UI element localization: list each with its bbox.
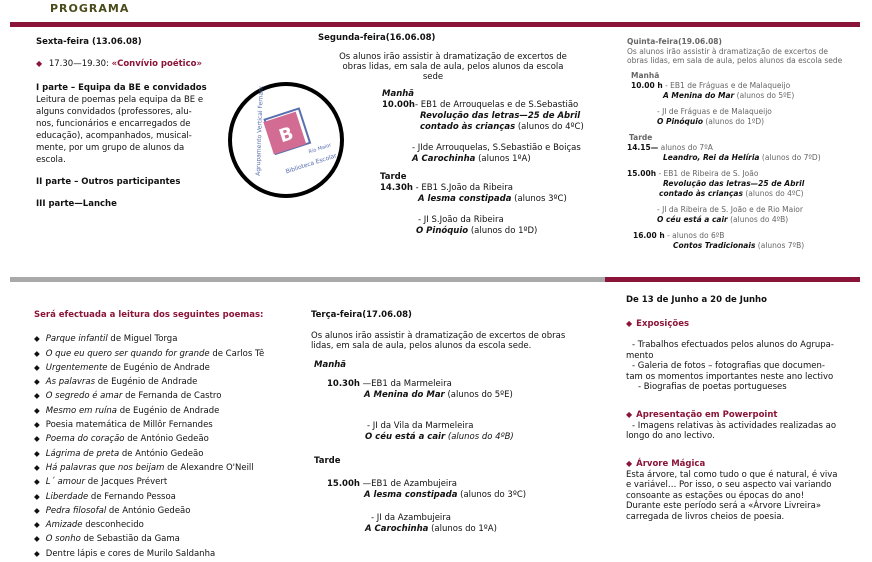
poem-author: desconhecido [82, 520, 144, 531]
event-class: (alunos do 1ºD) [470, 226, 538, 236]
poem-title: Há palavras que nos beijam [45, 462, 165, 473]
event-school: - JI S.João da Ribeira [418, 215, 504, 225]
poem-item [34, 332, 304, 346]
thursday-manha: Manhã [631, 71, 660, 80]
text-line: Os alunos irão assistir à dramatização de excertos de obras [311, 331, 566, 341]
text-line: - Imagens relativas às actividades realizadas ao [632, 420, 837, 431]
logo-text-bottom: Biblioteca Escolar [284, 152, 338, 176]
friday-title: Sexta-feira (13.06.08) [36, 37, 142, 47]
poem-item [34, 504, 304, 518]
logo-letter: B [276, 123, 297, 148]
bullet-icon: ◆ [34, 548, 40, 558]
event-school: - JIde Arrouquelas, S.Sebastião e Boiças [412, 143, 581, 153]
event-school: —EB1 da Marmeleira [362, 379, 452, 389]
poem-item [34, 404, 304, 418]
event-class: (alunos do 1ºA) [431, 524, 497, 534]
event-title: O céu está a cair [657, 215, 728, 224]
poem-item [34, 418, 304, 432]
event-title: A Carochinha [412, 154, 476, 164]
event-class: (alunos do 7ºD) [761, 153, 821, 162]
text-line: e variável… Por isso, o seu aspecto vai variando [626, 480, 832, 490]
event-school: - JI da Ribeira de S. João e de Rio Maior [657, 205, 803, 214]
poem-list [34, 332, 304, 561]
text-line: nos, funcionários e encarregados de [36, 119, 191, 129]
event-school: - EB1 S.João da Ribeira [415, 183, 513, 193]
poems-section [34, 309, 304, 561]
poem-item [34, 347, 304, 361]
poem-title: Poema do coração [45, 434, 125, 445]
poems-title: Será efectuada a leitura dos seguintes poemas: [34, 310, 264, 320]
poem-author: de António Gedeão [124, 434, 209, 445]
text-line: Esta árvore, tal como tudo o que é natural, é viva [626, 469, 838, 480]
friday-event-name: «Convívio poético» [111, 59, 202, 69]
poem-title: O sonho [45, 534, 81, 545]
event-time: 14.30h [380, 183, 413, 193]
text-line: - Galeria de fotos – fotografias que documen- [632, 361, 825, 371]
friday-part1-text [36, 94, 226, 166]
monday-tarde: Tarde [380, 172, 407, 182]
poem-author: de Fernanda de Castro [122, 391, 222, 402]
top-divider [10, 22, 860, 27]
logo-text-inner: Rio Maior [308, 142, 333, 156]
week-section [626, 294, 866, 522]
poem-item [34, 432, 304, 446]
text-line: consoante as estações ou épocas do ano! [626, 490, 805, 501]
event-class: (alunos 1ºA) [478, 154, 531, 164]
event-class: (alunos do 4ºB) [730, 215, 789, 224]
monday-manha: Manhã [382, 89, 415, 99]
event-class: alunos do 7ºA [660, 143, 713, 152]
event-time: 14.15— [627, 143, 659, 152]
text-line: obras lidas, em sala de aula, pelos alunos da escola [342, 62, 564, 72]
event-title: A Menina do Mar [364, 390, 445, 400]
poem-author: de Fernando Pessoa [88, 491, 176, 502]
event-class: (alunos 3ºC) [514, 194, 567, 204]
monday-title: Segunda-feira(16.06.08) [318, 33, 436, 43]
poem-item [34, 532, 304, 546]
event-school: - JI da Vila da Marmeleira [367, 421, 474, 431]
arvore-title: Árvore Mágica [636, 458, 706, 469]
event-time: 10.30h [327, 379, 360, 389]
diamond-icon: ◆ [626, 319, 633, 328]
poem-author: de Sebastião da Gama [80, 534, 180, 545]
event-title: contado às crianças [659, 189, 743, 198]
bullet-icon: ◆ [34, 505, 40, 515]
event-class: - alunos do 6ºB [667, 231, 725, 240]
poem-author: de Miguel Torga [107, 334, 178, 345]
text-line: Os alunos irão assistir à dramatização de excertos de [339, 52, 567, 62]
poem-author: Poesia matemática de Millôr Fernandes [45, 420, 213, 431]
event-class: (alunos do 1ºD) [705, 117, 765, 126]
poem-title: O segredo é amar [45, 391, 123, 402]
poem-author: de Carlos Tê [209, 348, 265, 359]
event-title: A lesma constipada [418, 194, 512, 204]
bullet-icon: ◆ [34, 348, 40, 358]
text-line: tam os momentos importantes neste ano lectivo [626, 371, 834, 382]
poem-title: Lágrima de preta [45, 448, 120, 459]
friday-event-time: 17.30—19.30: [48, 59, 109, 69]
text-line: carregada de livros cheios de poesia. [626, 511, 785, 522]
event-time: 15.00h [627, 169, 657, 178]
poem-title: Urgentemente [45, 362, 108, 373]
event-school: - JI de Fráguas e de Malaqueijo [657, 107, 772, 116]
poem-author: de António Gedeão [119, 448, 204, 459]
week-title: De 13 de Junho a 20 de Junho [626, 295, 767, 305]
text-line: sede [422, 72, 444, 82]
poem-title: Mesmo em ruína [45, 405, 118, 416]
bullet-icon: ◆ [34, 462, 40, 472]
friday-part2-title: II parte – Outros participantes [36, 177, 181, 187]
event-title: O Pinóquio [416, 226, 469, 236]
bullet-icon: ◆ [34, 434, 40, 444]
poem-item [34, 461, 304, 475]
thursday-title: Quinta-feira(19.06.08) [627, 37, 722, 46]
friday-section [36, 36, 226, 210]
event-title: Revolução das letras—25 de Abril [420, 111, 581, 121]
text-line: mento [626, 350, 654, 361]
monday-section [318, 32, 608, 237]
text-line: escola. [36, 155, 66, 165]
thursday-tarde: Tarde [629, 133, 653, 142]
tuesday-manha: Manhã [314, 360, 347, 370]
event-title: O céu está a cair [365, 432, 446, 442]
diamond-icon: ◆ [626, 409, 633, 419]
event-class: (alunos do 4ºC) [517, 122, 584, 132]
bullet-icon: ◆ [34, 391, 40, 401]
poem-title: As palavras [45, 377, 96, 388]
poem-author: de António Gedeão [106, 505, 191, 516]
text-line: educação), acompanhados, musical- [36, 131, 192, 141]
event-school: - EB1 de Ribeira de S. João [658, 169, 759, 178]
friday-part3-title: III parte—Lanche [36, 199, 117, 209]
poem-title: Pedra filosofal [45, 505, 107, 516]
text-line: Os alunos irão assistir à dramatização de excertos de [627, 47, 829, 56]
poem-item [34, 447, 304, 461]
middle-divider-left [10, 277, 605, 282]
event-school: —EB1 de Azambujeira [362, 479, 457, 489]
monday-intro [318, 52, 588, 82]
poem-item [34, 518, 304, 532]
poem-item [34, 375, 304, 389]
event-time: 10.00h [382, 100, 415, 110]
tuesday-section [311, 309, 611, 535]
text-line: obras lidas, em sala de aula, pelos alunos da escola sede [627, 56, 843, 65]
event-class: (alunos 7ºB) [757, 241, 805, 250]
event-time: 15.00h [327, 479, 360, 489]
poem-author: de Jacques Prévert [85, 477, 168, 488]
poem-author: de Eugénio de Andrade [107, 362, 210, 373]
poem-author: de Eugénio de Andrade [117, 405, 220, 416]
event-title: A Carochinha [365, 524, 429, 534]
poem-title: Liberdade [45, 491, 89, 502]
poem-title: L´ amour [45, 477, 86, 488]
text-line: longo do ano lectivo. [626, 431, 715, 441]
event-class: (alunos do 4ºB) [447, 432, 514, 442]
event-title: Revolução das letras—25 de Abril [663, 179, 805, 188]
event-title: Leandro, Rei da Helíria [663, 153, 760, 162]
logo-text-outer: Agrupamento Vertical Fernando C. Tavares [254, 86, 267, 176]
bullet-icon: ◆ [34, 520, 40, 530]
poem-item [34, 361, 304, 375]
text-line: alguns convidados (professores, alu- [36, 107, 192, 117]
event-title: contado às crianças [420, 122, 516, 132]
powerpoint-title: Apresentação em Powerpoint [636, 409, 778, 420]
poem-item [34, 389, 304, 403]
event-time: 16.00 h [633, 231, 665, 240]
text-line: Leitura de poemas pela equipa da BE e [36, 95, 204, 105]
poem-title: Parque infantil [45, 334, 108, 345]
arvore-text [626, 470, 866, 523]
bullet-icon: ◆ [34, 405, 40, 415]
thursday-section [627, 37, 867, 251]
bullet-icon: ◆ [34, 534, 40, 544]
tuesday-title: Terça-feira(17.06.08) [311, 310, 412, 320]
event-title: A lesma constipada [364, 490, 458, 500]
event-title: Contos Tradicionais [673, 241, 756, 250]
bullet-icon: ◆ [34, 334, 40, 344]
event-school: - EB1 de Fráguas e de Malaqueijo [665, 81, 791, 90]
tuesday-tarde: Tarde [314, 456, 341, 466]
event-class: (alunos do 3ºC) [460, 490, 527, 500]
text-line: - Trabalhos efectuados pelos alunos do Agrupa- [632, 340, 834, 350]
event-title: O Pinóquio [657, 117, 703, 126]
bullet-icon: ◆ [34, 420, 40, 430]
poem-author: Dentre lápis e cores de Murilo Saldanha [45, 548, 216, 559]
event-class: (alunos do 5ºE) [447, 390, 513, 400]
middle-divider-right [605, 277, 860, 282]
diamond-icon: ◆ [36, 59, 43, 68]
text-line: Durante este período será a «Árvore Livreira» [626, 501, 822, 511]
bullet-icon: ◆ [34, 362, 40, 372]
bullet-icon: ◆ [34, 377, 40, 387]
bullet-icon: ◆ [34, 448, 40, 458]
text-line: - Biografias de poetas portugueses [638, 382, 787, 392]
bullet-icon: ◆ [34, 491, 40, 501]
poem-author: de Alexandre O'Neill [164, 462, 254, 473]
event-title: A Menina do Mar [663, 91, 735, 100]
bullet-icon: ◆ [34, 477, 40, 487]
poem-item [34, 490, 304, 504]
text-line: lidas, em sala de aula, pelos alunos da escola sede. [311, 341, 532, 351]
event-school: - JI da Azambujeira [371, 513, 451, 523]
poem-title: O que eu quero ser quando for grande [45, 348, 210, 359]
text-line: mente, por um grupo de alunos da [36, 143, 185, 153]
event-time: 10.00 h [631, 81, 663, 90]
page-title: PROGRAMA [50, 2, 130, 15]
friday-part1-title: I parte – Equipa da BE e convidados [36, 83, 207, 93]
exposicoes-text [626, 340, 866, 393]
event-school: - EB1 de Arrouquelas e de S.Sebastião [414, 100, 579, 110]
event-class: (alunos do 4ºC) [745, 189, 804, 198]
exposicoes-title: Exposições [636, 319, 690, 329]
poem-author: de Eugénio de Andrade [95, 377, 198, 388]
diamond-icon: ◆ [626, 458, 633, 468]
poem-item [34, 547, 304, 561]
poem-item [34, 475, 304, 489]
event-class: (alunos do 5ºE) [736, 91, 795, 100]
poem-title: Amizade [45, 520, 83, 531]
